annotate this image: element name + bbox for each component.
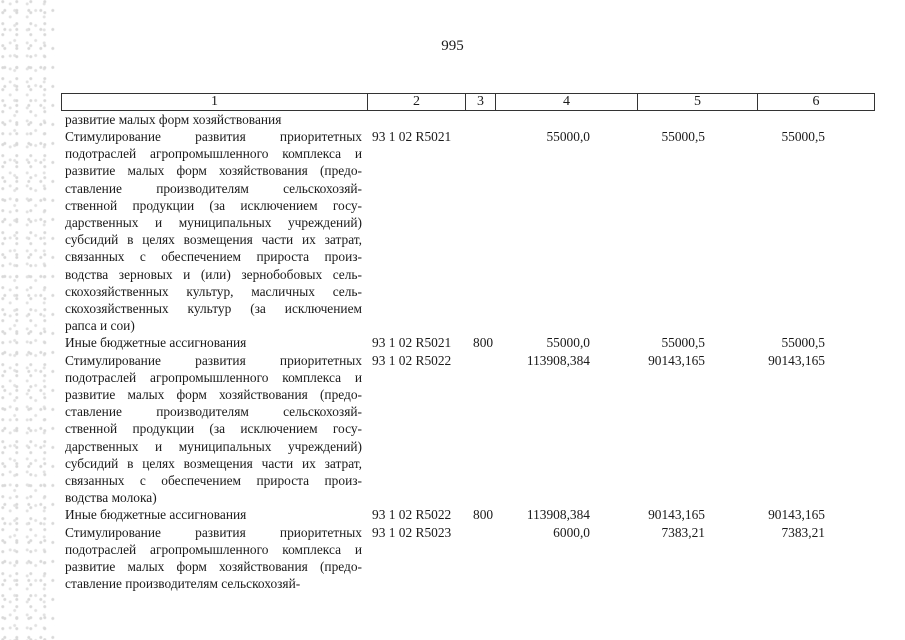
row-text-line: Стимулирование развития приоритетных [65,524,362,540]
row-text-line: скохозяйственных культур (за исключением [65,301,362,316]
row-text-line: подотраслей агропромышленного комплекса и [65,541,362,557]
row-cell-code: 93 1 02 R5023 [372,524,452,540]
row-cell-v4: 113908,384 [526,507,590,523]
row-text-line: водства молока) [65,490,157,506]
row-cell-code: 93 1 02 R5021 [372,335,452,351]
row-text-line: развитие малых форм хозяйствования (предо- [65,387,362,402]
header-col-6: 6 [812,94,820,109]
continued-text: развитие малых форм хозяйствования [65,112,282,127]
header-col-3: 3 [466,94,496,110]
row-text-line: подотраслей агропромышленного комплекса и [65,369,362,385]
row-cell-v6: 90143,165 [768,352,825,368]
header-col-1: 1 [62,94,368,110]
row-text-line: Иные бюджетные ассигнования [65,335,247,351]
row-text-line: Стимулирование развития приоритетных [65,129,362,144]
row-text-line: Стимулирование развития приоритетных [65,352,362,368]
row-cell-v5: 7383,21 [661,524,705,540]
row-cell-v6: 55000,5 [781,129,825,144]
row-cell-code: 93 1 02 R5022 [372,352,452,368]
row-text-line: связанных с обеспечением прироста произ- [65,249,362,265]
scan-noise [0,0,55,640]
page-number: 995 [441,38,464,54]
row-text-line: дарственных и муниципальных учреждений) [65,215,362,230]
row-cell-v5: 90143,165 [648,352,705,368]
row-cell-v6: 90143,165 [768,507,825,523]
header-col-4: 4 [496,94,638,110]
row-text-line: ственной продукции (за исключением госу- [65,421,362,437]
row-cell-code: 93 1 02 R5021 [372,129,452,144]
row-cell-kvr: 800 [473,507,494,523]
row-text-line: связанных с обеспечением прироста произ- [65,473,362,488]
row-text-line: ставление производителям сельскохозяй- [65,404,362,420]
row-text-line: рапса и сои) [65,318,135,334]
row-cell-v4: 6000,0 [553,524,590,540]
row-text-line: развитие малых форм хозяйствования (предо- [65,559,362,574]
row-cell-v5: 55000,5 [661,335,705,351]
row-text-line: дарственных и муниципальных учреждений) [65,438,362,454]
row-text-line: субсидий в целях возмещения части их затрат, [65,232,362,248]
table-header [61,93,875,111]
row-text-line: субсидий в целях возмещения части их затрат, [65,455,362,471]
row-text-line: развитие малых форм хозяйствования (предо- [65,163,362,179]
row-cell-v5: 90143,165 [648,507,705,523]
row-cell-v4: 55000,0 [546,335,590,351]
row-text-line: ставление производителям сельскохозяй- [65,576,301,592]
header-col-2: 2 [368,94,466,110]
row-text-line: ственной продукции (за исключением госу- [65,197,362,213]
row-text-line: скохозяйственных культур, масличных сель- [65,283,362,299]
row-text-line: ставление производителям сельскохозяй- [65,180,362,196]
row-cell-v6: 7383,21 [781,524,825,540]
row-text-line: Иные бюджетные ассигнования [65,507,247,523]
row-text-line: водства зерновых и (или) зернобобовых сель- [65,266,362,282]
row-cell-kvr: 800 [473,335,494,351]
row-cell-v4: 113908,384 [526,352,590,368]
row-cell-v5: 55000,5 [661,129,705,144]
row-text-line: подотраслей агропромышленного комплекса и [65,146,362,162]
row-cell-code: 93 1 02 R5022 [372,507,452,523]
row-cell-v4: 55000,0 [546,129,590,144]
header-col-5: 5 [638,94,758,110]
row-cell-v6: 55000,5 [781,335,825,351]
